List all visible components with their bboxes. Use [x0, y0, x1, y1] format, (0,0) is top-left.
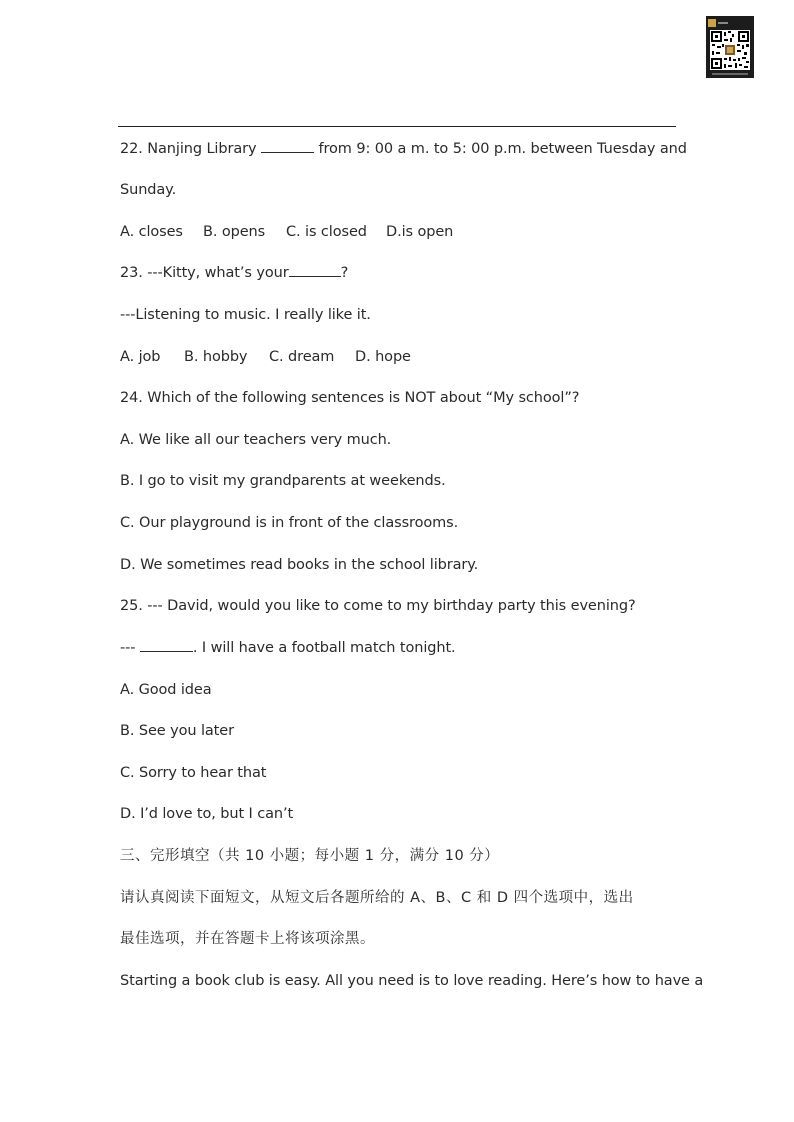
option-d: D. hope	[355, 349, 411, 365]
option-c: C. is closed	[286, 224, 367, 240]
option-c: C. dream	[269, 349, 335, 365]
option-d: D.is open	[386, 224, 454, 240]
section-instruction-2: 最佳选项，并在答题卡上将该项涂黑。	[120, 931, 375, 947]
q23-options	[120, 348, 411, 366]
q24-option-d: D. We sometimes read books in the school library.	[120, 557, 479, 573]
q23-reply: ---Listening to music. I really like it.	[120, 307, 371, 323]
q23-stem: 23. ---Kitty, what’s your ?	[120, 265, 349, 281]
q22-stem-cont: Sunday.	[120, 182, 177, 198]
section-title: 三、完形填空（共 10 小题；每小题 1 分，满分 10 分）	[120, 848, 500, 864]
option-b: B. opens	[203, 224, 266, 240]
q25-option-a: A. Good idea	[120, 682, 212, 698]
section-instruction-1: 请认真阅读下面短文，从短文后各题所给的 A、B、C 和 D 四个选项中，选出	[120, 890, 634, 906]
q25-option-d: D. I’d love to, but I can’t	[120, 806, 294, 822]
q22-stem: 22. Nanjing Library from 9: 00 a m. to 5: 00 p.m. between Tuesday and	[120, 141, 687, 157]
option-a: A. job	[120, 349, 161, 365]
qr-code-icon	[710, 30, 750, 70]
logo-icon	[708, 19, 716, 27]
q24-option-c: C. Our playground is in front of the classrooms.	[120, 515, 459, 531]
answer-blank	[140, 639, 193, 652]
q25-option-c: C. Sorry to hear that	[120, 765, 267, 781]
q25-reply: --- . I will have a football match tonight.	[120, 640, 456, 656]
q25-stem: 25. --- David, would you like to come to my birthday party this evening?	[120, 598, 636, 614]
q24-stem: 24. Which of the following sentences is NOT about “My school”?	[120, 390, 580, 406]
q24-option-b: B. I go to visit my grandparents at weekends.	[120, 473, 446, 489]
q22-options	[120, 223, 453, 241]
q25-option-b: B. See you later	[120, 723, 234, 739]
answer-blank	[261, 140, 314, 153]
answer-blank	[289, 264, 341, 277]
option-b: B. hobby	[184, 349, 248, 365]
qr-header	[708, 18, 752, 28]
option-a: A. closes	[120, 224, 183, 240]
passage-line-1: Starting a book club is easy. All you need is to love reading. Here’s how to have a	[120, 973, 704, 989]
header-divider	[118, 126, 676, 127]
qr-code-badge	[706, 16, 754, 78]
q24-option-a: A. We like all our teachers very much.	[120, 432, 392, 448]
